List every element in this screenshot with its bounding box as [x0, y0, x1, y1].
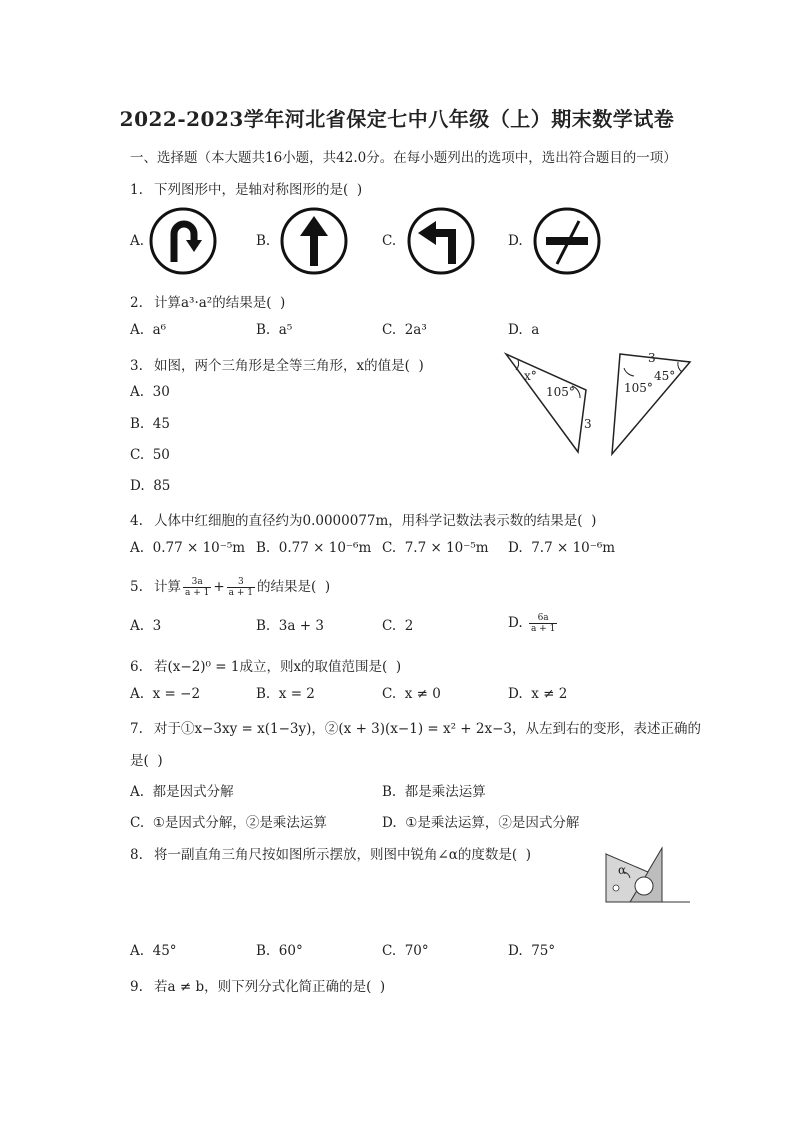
numerator: 3 [227, 577, 255, 588]
option-c: C. 70° [382, 943, 429, 959]
option-c: C. 2 [382, 618, 414, 634]
option-d: D. 75° [508, 943, 556, 959]
section-heading: 一、选择题（本大题共16小题，共42.0分。在每小题列出的选项中，选出符合题目的一项） [130, 150, 677, 166]
option-d: D. x ≠ 2 [508, 686, 568, 702]
option-a: A. 30 [130, 384, 170, 400]
option-a: A. x = −2 [130, 686, 201, 702]
option-c: C. 7.7 × 10⁻⁵m [382, 540, 489, 556]
option-c: C. ①是因式分解，②是乘法运算 [130, 815, 327, 831]
option-b: B. 都是乘法运算 [382, 784, 486, 800]
plus-sign: + [213, 579, 225, 595]
question-2 [130, 291, 285, 311]
option-b: B. x = 2 [256, 686, 315, 702]
option-d [508, 613, 559, 634]
question-text: 人体中红细胞的直径约为0.0000077m，用科学记数法表示数的结果是( ) [154, 513, 597, 529]
up-arrow-sign-icon [279, 206, 349, 276]
denominator: a + 1 [228, 588, 254, 598]
question-text: 将一副直角三角尺按如图所示摆放，则图中锐角∠α的度数是( ) [154, 847, 532, 863]
question-3 [130, 354, 424, 374]
question-number: 6. [130, 659, 143, 675]
question-number: 4. [130, 513, 143, 529]
option-b: B. a⁵ [256, 322, 293, 338]
page-title: 2022-2023学年河北省保定七中八年级（上）期末数学试卷 [119, 107, 675, 131]
angle-x-label: x° [524, 369, 537, 383]
option-a: A. 0.77 × 10⁻⁵m [130, 540, 246, 556]
question-7-continued: 是( ) [130, 753, 163, 769]
fraction-6a [529, 613, 557, 634]
question-9 [130, 975, 385, 995]
option-b: B. 0.77 × 10⁻⁶m [256, 540, 372, 556]
numerator: 3a [183, 577, 211, 588]
question-number: 1. [130, 182, 143, 198]
u-turn-arrow-sign-icon [148, 206, 218, 276]
denominator: a + 1 [185, 588, 210, 598]
question-text: 下列图形中，是轴对称图形的是( ) [154, 182, 363, 198]
option-a: A. 45° [130, 943, 177, 959]
option-b: B. 60° [256, 943, 303, 959]
denominator: a + 1 [530, 624, 556, 634]
question-text: 对于①x−3xy = x(1−3y)，②(x + 3)(x−1) = x² + 2x−3，从左到右的变形，表述正确的 [154, 721, 702, 737]
congruent-triangles-figure [500, 348, 700, 460]
option-c: C. x ≠ 0 [382, 686, 441, 702]
option-c: C. 50 [130, 447, 170, 463]
angle-alpha-label: α [618, 863, 627, 877]
angle-105-right-label: 105° [624, 381, 653, 395]
option-b: B. 45 [130, 416, 170, 432]
question-number: 2. [130, 295, 143, 311]
question-text: 如图，两个三角形是全等三角形，x的值是( ) [154, 358, 424, 374]
option-d: D. 7.7 × 10⁻⁶m [508, 540, 616, 556]
side-3-left-label: 3 [584, 417, 592, 431]
option-d: D. a [508, 322, 540, 338]
question-5 [130, 575, 330, 598]
fraction-3a [183, 577, 211, 598]
option-d: D. 85 [130, 478, 171, 494]
question-number: 8. [130, 847, 143, 863]
question-1 [130, 178, 362, 198]
side-3-right-label: 3 [648, 351, 656, 365]
option-b: B. [256, 233, 271, 249]
question-number: 5. [130, 579, 143, 595]
option-a: A. [130, 233, 145, 249]
question-7 [130, 717, 701, 737]
option-d: D. [508, 233, 523, 249]
option-a: A. a⁶ [130, 322, 167, 338]
numerator: 6a [529, 613, 557, 624]
option-d-letter: D. [508, 615, 523, 631]
question-6 [130, 655, 401, 675]
crossed-bar-sign-icon [532, 206, 602, 276]
question-text-pre: 计算 [154, 579, 181, 595]
question-text: 若(x−2)⁰ = 1成立，则x的取值范围是( ) [154, 659, 402, 675]
option-a: A. 都是因式分解 [130, 784, 234, 800]
option-a: A. 3 [130, 618, 162, 634]
question-4 [130, 509, 596, 529]
angle-45-label: 45° [654, 369, 676, 383]
option-d: D. ①是乘法运算，②是因式分解 [382, 815, 580, 831]
question-number: 7. [130, 721, 143, 737]
question-text: 若a ≠ b，则下列分式化简正确的是( ) [154, 979, 386, 995]
question-number: 9. [130, 979, 143, 995]
set-squares-figure [600, 842, 694, 906]
option-c: C. 2a³ [382, 322, 427, 338]
fraction-3 [227, 577, 255, 598]
question-text: 计算a³·a²的结果是( ) [154, 295, 286, 311]
question-number: 3. [130, 358, 143, 374]
left-turn-arrow-sign-icon [406, 206, 476, 276]
option-b: B. 3a + 3 [256, 618, 324, 634]
option-c: C. [382, 233, 397, 249]
angle-105-left-label: 105° [546, 385, 575, 399]
question-text-post: 的结果是( ) [257, 579, 331, 595]
question-8 [130, 843, 531, 863]
